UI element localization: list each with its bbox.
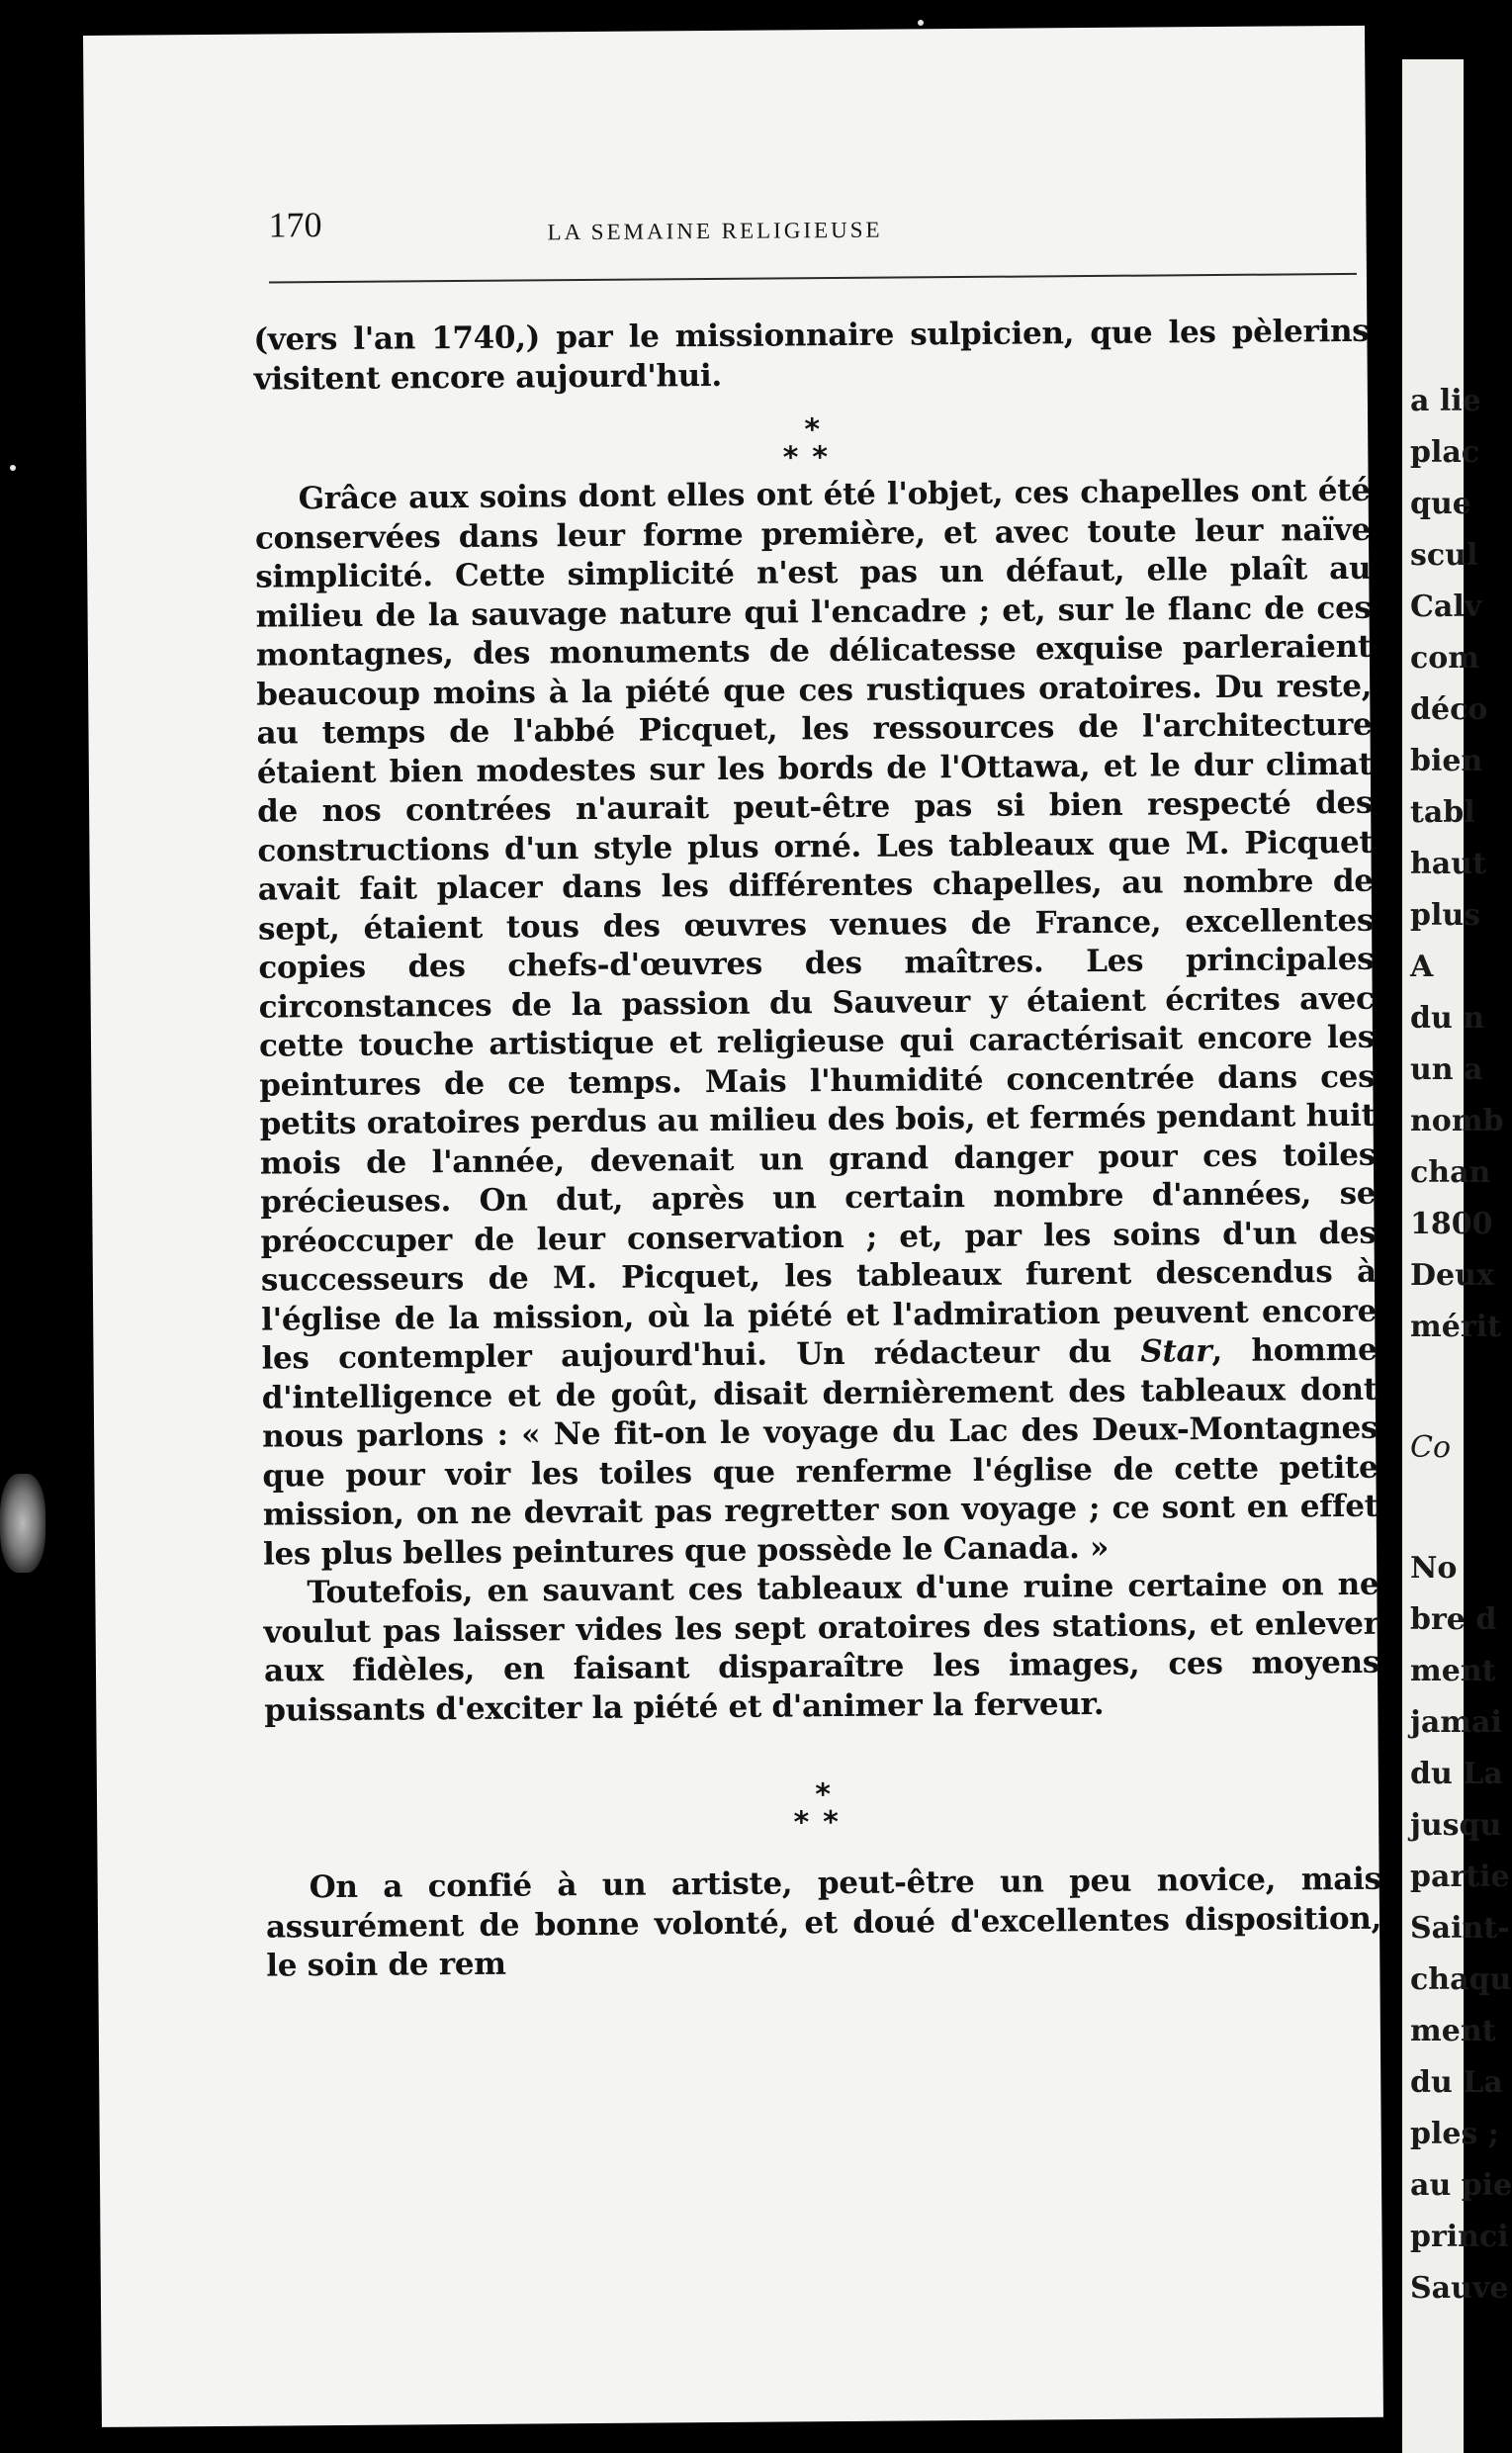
adjacent-text-fragment: Calv [1410, 590, 1482, 624]
page-header [268, 198, 1138, 264]
adjacent-text-fragment: Co [1410, 1430, 1452, 1465]
adjacent-text-fragment: 1800 [1410, 1207, 1493, 1241]
article-body [253, 313, 1381, 1986]
paragraph: Grâce aux soins dont elles ont été l'objet, ces chapelles ont été conservées dans leur forme première, et avec toute leur naïve simplicité. Cette simplicité n'est pas un défaut, elle plaît au milieu de la sauvage nature qui l'encadre ; et, sur le flanc de ces montagnes, des monuments de délicatesse exquise parleraient beaucoup moins à la piété que ces rustiques oratoires. Du reste, au temps de l'abbé Picquet, les ressources de l'architecture étaient bien modestes sur les bords de l'Ottawa, et le dur climat de nos contrées n'aurait peut-être pas si bien respecté des constructions d'un style plus orné. Les tableaux que M. Picquet avait fait placer dans les différentes chapelles, au nombre de sept, étaient tous des œuvres venues de France, excellentes copies des chefs-d'œuvres des maîtres. Les principales circonstances de la passion du Sauveur y étaient écrites avec cette touche artistique et religieuse qui caractérisait encore les peintures de ce temps. Mais l'humidité concentrée dans ces petits oratoires perdus au milieu des bois, et fermés pendant huit mois de l'année, devenait un grand danger pour ces toiles précieuses. On dut, après un certain nombre d'années, se préoccuper de leur conservation ; et, par les soins d'un des successeurs de M. Picquet, les tableaux furent descendus à l'église de la mission, où la piété et l'admiration peuvent encore les contempler aujourd'hui. Un rédacteur du Star, homme d'intelligence et de goût, disait dernièrement des tableaux dont nous parlons : « Ne fit-on le voyage du Lac des Deux-Montagnes que pour voir les toiles que renferme l'église de cette petite mission, on ne devrait pas regretter son voyage ; ce sont en effet les plus belles peintures que possède le Canada. » [254, 472, 1379, 1573]
section-separator: * ** [793, 1777, 853, 1841]
adjacent-text-fragment: A [1410, 950, 1434, 984]
adjacent-text-fragment: Deux [1410, 1258, 1494, 1293]
adjacent-fragments [1402, 1543, 1512, 2315]
adjacent-text-fragment: Saint- [1410, 1911, 1510, 1946]
adjacent-text-fragment: nomb [1410, 1104, 1504, 1138]
running-title: LA SEMAINE RELIGIEUSE [547, 217, 883, 245]
adjacent-fragments [1402, 1422, 1464, 1474]
adjacent-text-fragment: bre d [1410, 1602, 1497, 1637]
italic-title: Star [1140, 1333, 1212, 1370]
adjacent-text-fragment: partie [1410, 1860, 1510, 1894]
adjacent-text-fragment: ment [1410, 2014, 1496, 2048]
adjacent-text-fragment: scul [1410, 538, 1478, 573]
header-rule [269, 273, 1357, 284]
adjacent-text-fragment: jamai [1410, 1705, 1502, 1740]
scan-speck [10, 465, 16, 471]
section-separator: * ** [782, 412, 843, 476]
adjacent-text-fragment: mérit [1410, 1310, 1501, 1344]
adjacent-text-fragment: ment [1410, 1654, 1496, 1688]
paragraph: Toutefois, en sauvant ces tableaux d'une ruine certaine on ne voulut pas laisser vides les sept oratoires des stations, et enlever aux fidèles, en faisant disparaître les images, ces moyens puissants d'exciter la piété et d'animer la ferveur. [263, 1566, 1380, 1729]
paragraph-continuation: (vers l'an 1740,) par le missionnaire sulpicien, que les pèlerins visitent encore aujourd'hui. [253, 313, 1370, 398]
adjacent-text-fragment: haut [1410, 847, 1486, 881]
adjacent-text-fragment: jusqu [1410, 1808, 1502, 1843]
scan-speck [918, 20, 924, 26]
adjacent-text-fragment: plus [1410, 898, 1481, 933]
scan-smudge [0, 1474, 45, 1573]
adjacent-text-fragment: princi [1410, 2220, 1509, 2254]
adjacent-text-fragment: un a [1410, 1052, 1483, 1087]
adjacent-text-fragment: au pie [1410, 2168, 1512, 2203]
adjacent-text-fragment: bien [1410, 744, 1483, 778]
page-number: 170 [268, 205, 322, 245]
adjacent-fragments [1402, 59, 1504, 1353]
adjacent-text-fragment: du La [1410, 2065, 1503, 2100]
adjacent-text-fragment: plac [1410, 435, 1480, 470]
book-page [83, 26, 1383, 2427]
paragraph: On a confié à un artiste, peut-être un peu novice, mais assurément de bonne volonté, et doué d'excellentes disposition, le soin de rem [265, 1861, 1382, 1984]
adjacent-text-fragment: No [1410, 1551, 1458, 1586]
adjacent-text-fragment: que [1410, 487, 1471, 521]
adjacent-text-fragment: du La [1410, 1757, 1503, 1791]
adjacent-page-edge [1402, 59, 1512, 2453]
adjacent-text-fragment: chan [1410, 1155, 1491, 1190]
adjacent-text-fragment: Sauve [1410, 2271, 1509, 2306]
adjacent-text-fragment: chaqu [1410, 1962, 1512, 1997]
adjacent-text-fragment: du n [1410, 1001, 1485, 1036]
adjacent-text-fragment: com [1410, 641, 1480, 676]
adjacent-text-fragment: ples ; [1410, 2117, 1499, 2151]
adjacent-text-fragment: a lie [1410, 384, 1481, 418]
adjacent-text-fragment: tabl [1410, 795, 1475, 830]
adjacent-text-fragment: déco [1410, 692, 1488, 727]
